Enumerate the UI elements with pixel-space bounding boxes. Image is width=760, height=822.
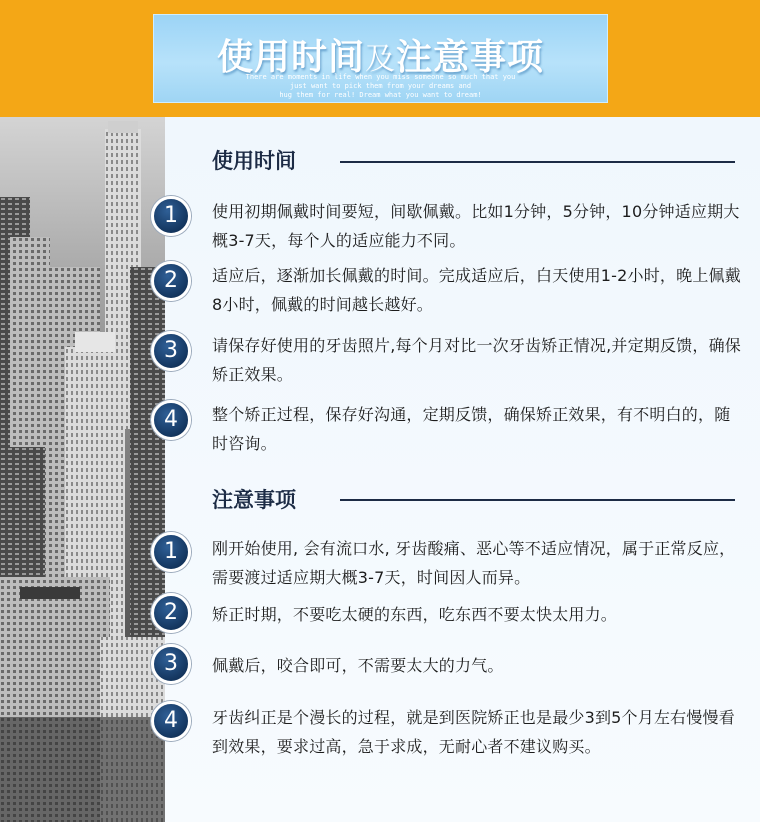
- item-number-badge: 2: [151, 261, 191, 301]
- usage-time-item-2: 适应后，逐渐加长佩戴的时间。完成适应后，白天使用1-2小时，晚上佩戴8小时，佩戴的时间越长越好。: [212, 266, 741, 314]
- precaution-item-1: 刚开始使用, 会有流口水, 牙齿酸痛、恶心等不适应情况，属于正常反应，需要渡过适应期大概3-7天，时间因人而异。: [212, 539, 736, 587]
- precaution-item-4: 牙齿纠正是个漫长的过程，就是到医院矫正也是最少3到5个月左右慢慢看到效果，要求过高，急于求成，无耐心者不建议购买。: [212, 708, 735, 756]
- banner-title-part2: 注意事项: [396, 37, 545, 78]
- item-number-badge: 3: [151, 644, 191, 684]
- banner-subtitle-line: hug them for real! Dream what you want to dream!: [279, 91, 482, 99]
- usage-time-item-3: 请保存好使用的牙齿照片,每个月对比一次牙齿矫正情况,并定期反馈，确保矫正效果。: [212, 336, 741, 384]
- usage-time-item-4: 整个矫正过程，保存好沟通，定期反馈，确保矫正效果，有不明白的，随时咨询。: [212, 405, 731, 453]
- item-number-badge: 3: [151, 331, 191, 371]
- precaution-item-3: 佩戴后，咬合即可，不需要太大的力气。: [212, 656, 504, 675]
- banner-subtitle-line: just want to pick them from your dreams and: [289, 82, 472, 90]
- title-banner: [153, 14, 608, 103]
- section-title-usage-time: 使用时间: [212, 149, 296, 173]
- precaution-item-2: 矫正时期，不要吃太硬的东西，吃东西不要太快太用力。: [212, 605, 618, 624]
- section-divider: [340, 499, 735, 501]
- banner-subtitle-line: There are moments in life when you miss someone so much that you: [245, 73, 516, 81]
- banner-title-and: 及: [365, 42, 396, 77]
- usage-time-item-1: 使用初期佩戴时间要短，间歇佩戴。比如1分钟，5分钟，10分钟适应期大概3-7天，每个人的适应能力不同。: [212, 202, 740, 250]
- section-title-precautions: 注意事项: [212, 488, 296, 512]
- item-number-badge: 1: [151, 196, 191, 236]
- banner-subtitle: [154, 73, 607, 100]
- section-divider: [340, 161, 735, 163]
- item-number-badge: 4: [151, 701, 191, 741]
- banner-title-part1: 使用时间: [216, 37, 365, 78]
- item-number-badge: 1: [151, 532, 191, 572]
- item-number-badge: 4: [151, 400, 191, 440]
- item-number-badge: 2: [151, 593, 191, 633]
